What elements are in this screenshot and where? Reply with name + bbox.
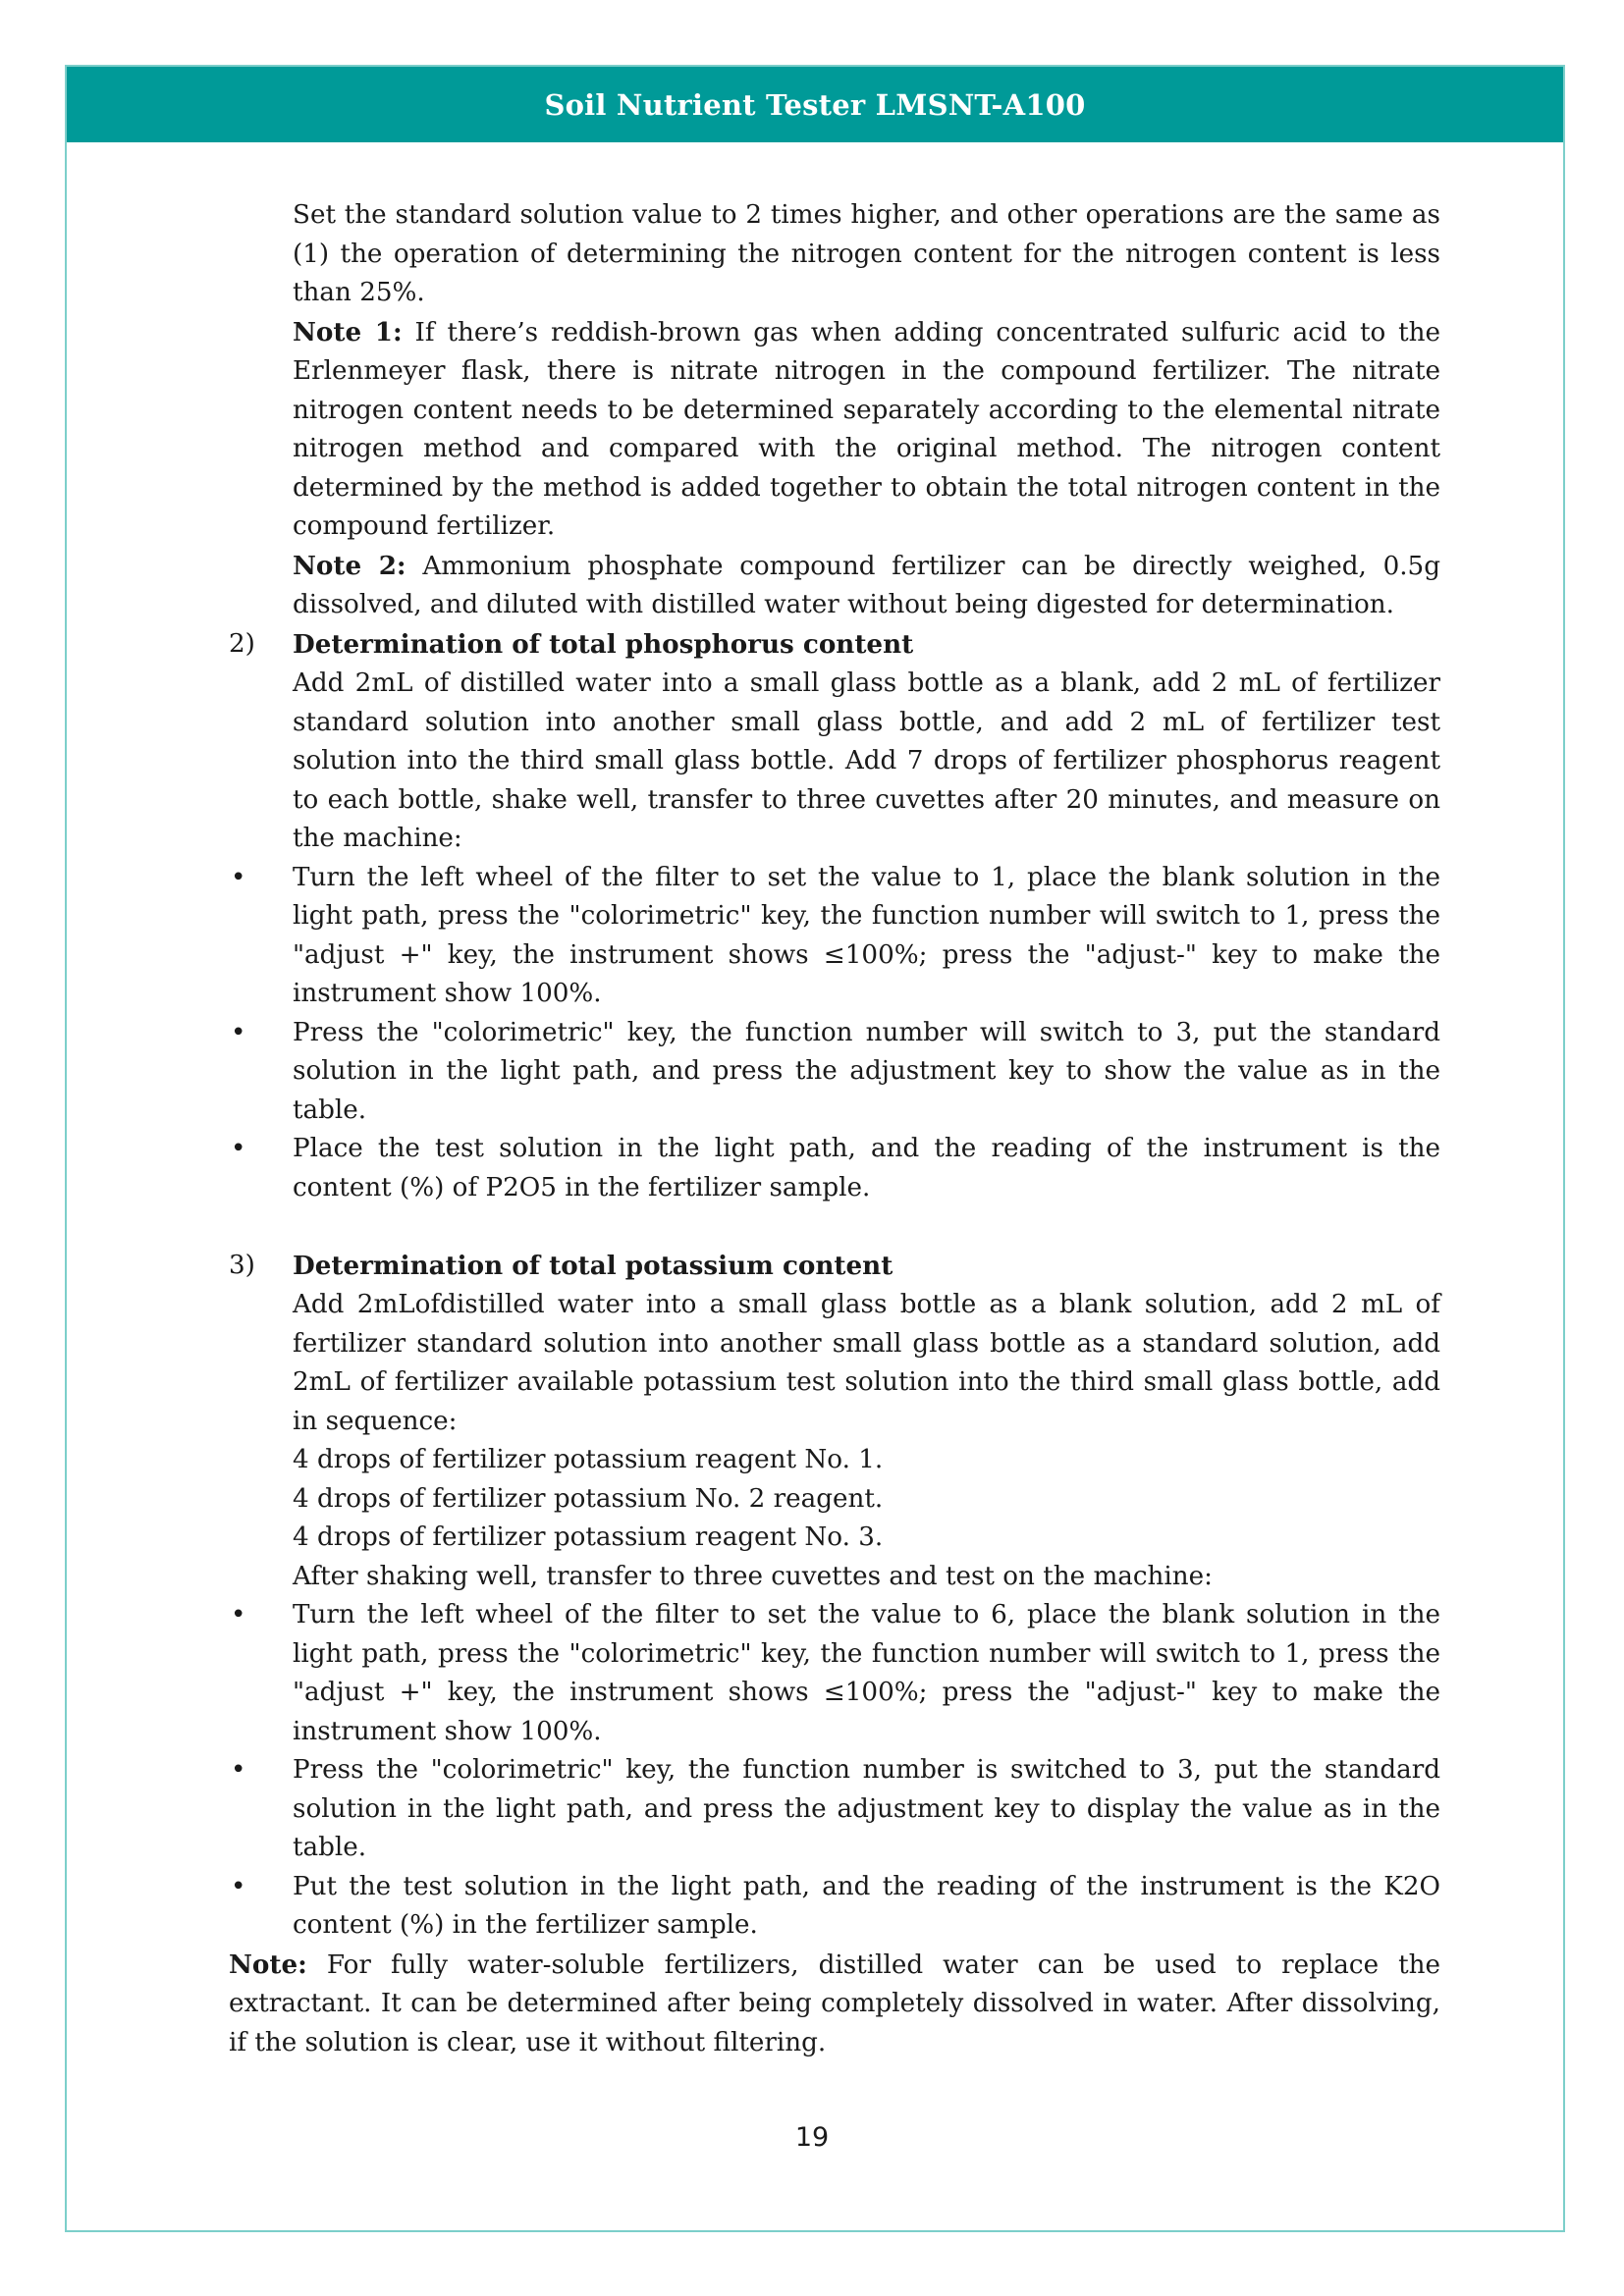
section-3-after: After shaking well, transfer to three cuvettes and test on the machine: [293,1561,1213,1591]
section-3-number: 3) [229,1250,255,1280]
section-2-bullet [229,1014,1440,1131]
bullet-icon: • [231,1017,246,1047]
header-title: Soil Nutrient Tester LMSNT-A100 [544,87,1086,122]
note-1-label: Note 1: [293,316,403,347]
section-3-text: Add 2mLofdistilled water into a small glass bottle as a blank solution, add 2 mL of fertilizer standard solution into another small glass bottle as a standard solution, add 2mL of fertilizer available potassium test solution into the third small glass bottle, add in sequence: [293,1290,1440,1436]
bullet-icon: • [231,862,246,892]
page-number: 19 [794,2122,830,2153]
note-1-text: If there’s reddish-brown gas when adding concentrated sulfuric acid to the Erlenmeyer flask, there is nitrate nitrogen in the compound fertilizer. The nitrate nitrogen content needs to be determined separately according to the elemental nitrate nitrogen method and compared with the original method. The nitrogen content determined by the method is added together to obtain the total nitrogen content in the compound fertilizer. [293,317,1440,541]
bullet-icon: • [231,1600,246,1629]
section-3-bullet [229,1868,1440,1946]
header-bar [67,67,1563,142]
section-2-bullet [229,1130,1440,1207]
section-2-bullet [229,859,1440,1014]
bullet-icon: • [231,1871,246,1901]
spacer [229,1207,1440,1247]
reagent-line: 4 drops of fertilizer potassium No. 2 reagent. [293,1483,884,1514]
section-2-text: Add 2mL of distilled water into a small glass bottle as a blank, add 2 mL of fertilizer standard solution into another small glass bottle, and add 2 mL of fertilizer test solution into the third small glass bottle. Add 7 drops of fertilizer phosphorus reagent to each bottle, shake well, transfer to three cuvettes after 20 minutes, and measure on the machine: [293,668,1440,853]
reagent-line: 4 drops of fertilizer potassium reagent No. 1. [293,1445,884,1474]
intro-paragraph: Set the standard solution value to 2 times higher, and other operations are the same as (1) the operation of determining the nitrogen content for the nitrogen content is less than 25%. [293,200,1440,307]
document-body [229,196,1440,2062]
final-note-label: Note: [229,1949,307,1980]
note-2 [229,547,1440,625]
section-3-bullet [229,1751,1440,1868]
bullet-text: Press the "colorimetric" key, the function number is switched to 3, put the standard solution in the light path, and press the adjustment key to display the value as in the table. [293,1755,1440,1862]
note-2-text: Ammonium phosphate compound fertilizer can be directly weighed, 0.5g dissolved, and diluted with distilled water without being digested for determination. [293,551,1440,619]
reagent-line: 4 drops of fertilizer potassium reagent No. 3. [293,1522,884,1552]
section-2-title: Determination of total phosphorus content [293,628,914,660]
section-3-heading [229,1247,1440,1287]
bullet-text: Press the "colorimetric" key, the function number will switch to 3, put the standard solution in the light path, and press the adjustment key to show the value as in the table. [293,1017,1440,1125]
section-3-bullet [229,1596,1440,1751]
section-2-heading [229,625,1440,666]
bullet-icon: • [231,1755,246,1785]
bullet-text: Turn the left wheel of the filter to set the value to 6, place the blank solution in the light path, press the "colorimetric" key, the function number will switch to 1, press the "adjust +" key, the instrument shows ≤100%; press the "adjust-" key to make the instrument show 100%. [293,1600,1440,1746]
bullet-icon: • [231,1134,246,1163]
note-2-label: Note 2: [293,550,406,581]
section-3-title: Determination of total potassium content [293,1250,893,1281]
bullet-text: Turn the left wheel of the filter to set the value to 1, place the blank solution in the light path, press the "colorimetric" key, the function number will switch to 1, press the "adjust +" key, the instrument shows ≤100%; press the "adjust-" key to make the instrument show 100%. [293,862,1440,1008]
section-2-number: 2) [229,628,255,659]
bullet-text: Place the test solution in the light path, and the reading of the instrument is the content (%) of P2O5 in the fertilizer sample. [293,1134,1440,1202]
bullet-text: Put the test solution in the light path, and the reading of the instrument is the K2O content (%) in the fertilizer sample. [293,1871,1440,1940]
final-note [229,1946,1440,2063]
note-1 [229,313,1440,547]
final-note-text: For fully water-soluble fertilizers, distilled water can be used to replace the extractant. It can be determined after being completely dissolved in water. After dissolving, if the solution is clear, use it without filtering. [229,1949,1440,2057]
